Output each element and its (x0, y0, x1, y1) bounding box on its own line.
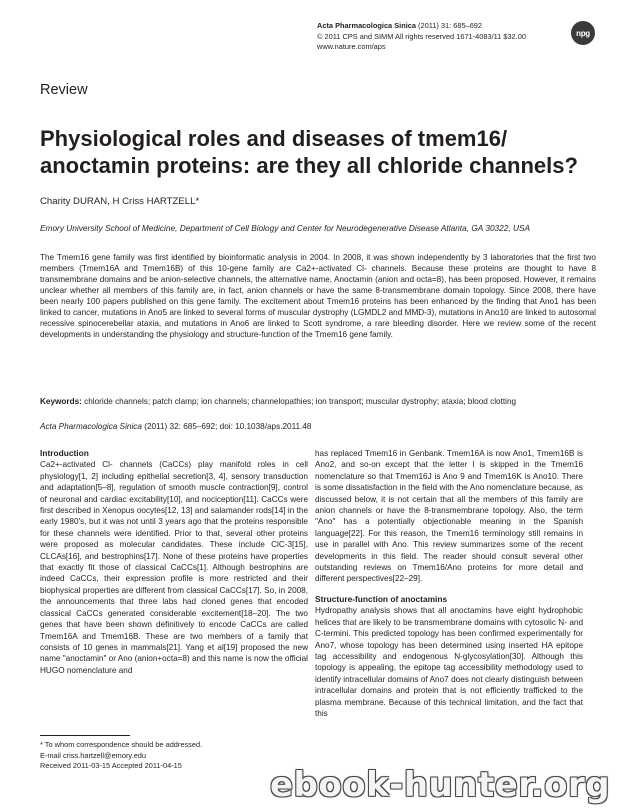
citation-journal: Acta Pharmacologica Sinica (40, 422, 142, 431)
email-note[interactable]: E-mail criss.hartzell@emory.edu (40, 750, 146, 760)
introduction-continued: has replaced Tmem16 in Genbank. Tmem16A is now Ano1, Tmem16B is Ano2, and so-on except that the letter I is skipped in the Tmem16 nomenclature so that Tmem16J is Ano 9 and Tmem16K is Ano10. There is some dissatisfaction in the field with the Ano nomenclature because, as discussed below, it is not certain that all the members of this family are anion channels or have the 8-transmembrane topology. Also, the term "Ano" has a potentially objectionable meaning in the Spanish language[22]. For this reason, the Tmem16 terminology still remains in use in parallel with Ano. This review summarizes some of the recent developments in this field. The reader should consult several other outstanding reviews on Tmem16/Ano proteins for more detail and different perspectives[22–29]. (315, 449, 583, 584)
keywords (40, 397, 596, 406)
introduction-body: Ca2+-activated Cl- channels (CaCCs) play manifold roles in cell physiology[1, 2] including epithelial secretion[3, 4], sensory transduction and adaptation[5–8], regulation of smooth muscle contraction[9], control of neuronal and cardiac excitability[10], and nociception[11]. CaCCs were first described in Xenopus oocytes[12, 13] and salamander rods[14] in the early 1980's, but it was not until 3 years ago that the proteins responsible for these channels were identified. Prior to that, several other proteins were proposed as molecular candidates. These include ClC-3[15], CLCAs[16], and bestrophins[17]. None of these proteins have properties that exactly fit those of classical CaCCs[1]. Although bestrophins are indeed CaCCs, their expression profile is more restricted and their biophysical properties are different from classical CaCCs[17]. So, in 2008, the announcements that three labs had cloned genes that encoded classical CaCCs generated considerable excitement[18–20]. The two genes that have been shown definitively to encode CaCCs are called Tmem16A and Tmem16B. These are two members of a family that consists of 10 genes in mammals[21]. Yang et al[19] proposed the new name "anoctamin" or Ano (anion+octa=8) and this name is now the official HUGO nomenclature and (40, 460, 308, 675)
watermark: ebook-hunter.org (270, 765, 611, 805)
received-note: Received 2011-03-15 Accepted 2011-04-15 (40, 761, 182, 771)
journal-url[interactable]: www.nature.com/aps (317, 42, 386, 51)
section-label: Review (40, 82, 88, 98)
affiliation: Emory University School of Medicine, Department of Cell Biology and Center for Neurodegenerative Disease Atlanta, GA 30322, USA (40, 223, 531, 233)
copyright-line: © 2011 CPS and SIMM All rights reserved 1671-4083/11 $32.00 (317, 31, 526, 41)
issue-ref: (2011) 31: 685–692 (416, 21, 483, 30)
keywords-label: Keywords: (40, 397, 82, 406)
right-column (315, 448, 583, 719)
page-title: Physiological roles and diseases of tmem16/ anoctamin proteins: are they all chloride channels? (40, 126, 578, 178)
abstract: The Tmem16 gene family was first identified by bioinformatic analysis in 2004. In 2008, it was shown independently by 3 laboratories that the first two members (Tmem16A and Tmem16B) of this 10-gene family are Ca2+-activated Cl- channels. Because these proteins are thought to have 8 transmembrane domains and be anion-selective channels, the alternative name, Anoctamin (anion and octa=8), has been proposed. However, it remains unclear whether all members of this family are, in fact, anion channels or have the same 8-transmembrane domain topology. Since 2008, there have been nearly 100 papers published on this gene family. The excitement about Tmem16 proteins has been enhanced by the finding that Ano1 has been linked to cancer, mutations in Ano5 are linked to several forms of muscular dystrophy (LGMDL2 and MMD-3), mutations in Ano10 are linked to autosomal recessive spinocerebellar ataxia, and mutations in Ano6 are linked to Scott syndrome, a rare bleeding disorder. Here we review some of the recent developments in understanding the physiology and structure-function of the Tmem16 gene family. (40, 253, 596, 339)
journal-header (317, 21, 557, 53)
keywords-text: chloride channels; patch clamp; ion channels; channelopathies; ion transport; muscular dystrophy; ataxia; blood clotting (81, 397, 517, 406)
correspondence-note: * To whom correspondence should be addressed. (40, 740, 203, 749)
npg-logo-icon: npg (571, 21, 595, 45)
citation-text: (2011) 32: 685–692; doi: 10.1038/aps.2011.48 (141, 422, 312, 431)
citation (40, 422, 596, 431)
journal-name: Acta Pharmacologica Sinica (317, 21, 416, 30)
section-heading-structure: Structure-function of anoctamins (315, 593, 448, 604)
authors: Charity DURAN, H Criss HARTZELL* (40, 196, 200, 207)
footnote-divider (40, 735, 130, 736)
left-column (40, 448, 308, 676)
section-heading-introduction: Introduction (40, 448, 89, 458)
structure-body: Hydropathy analysis shows that all anoctamins have eight hydrophobic helices that are likely to be transmembrane domains with cytosolic N- and C-termini. This predicted topology has been confirmed experimentally for Ano7, whose topology has been determined using inserted HA epitope tag accessibility and endogenous N-glycosylation[30]. Although this topology is appealing, the epitope tag accessibility methodology used to identify intracellular domains of Ano7 does not clearly distinguish between intracellular domains and protein that is not efficiently trafficked to the plasma membrane. Because of this technical limitation, and the fact that this (315, 606, 583, 718)
